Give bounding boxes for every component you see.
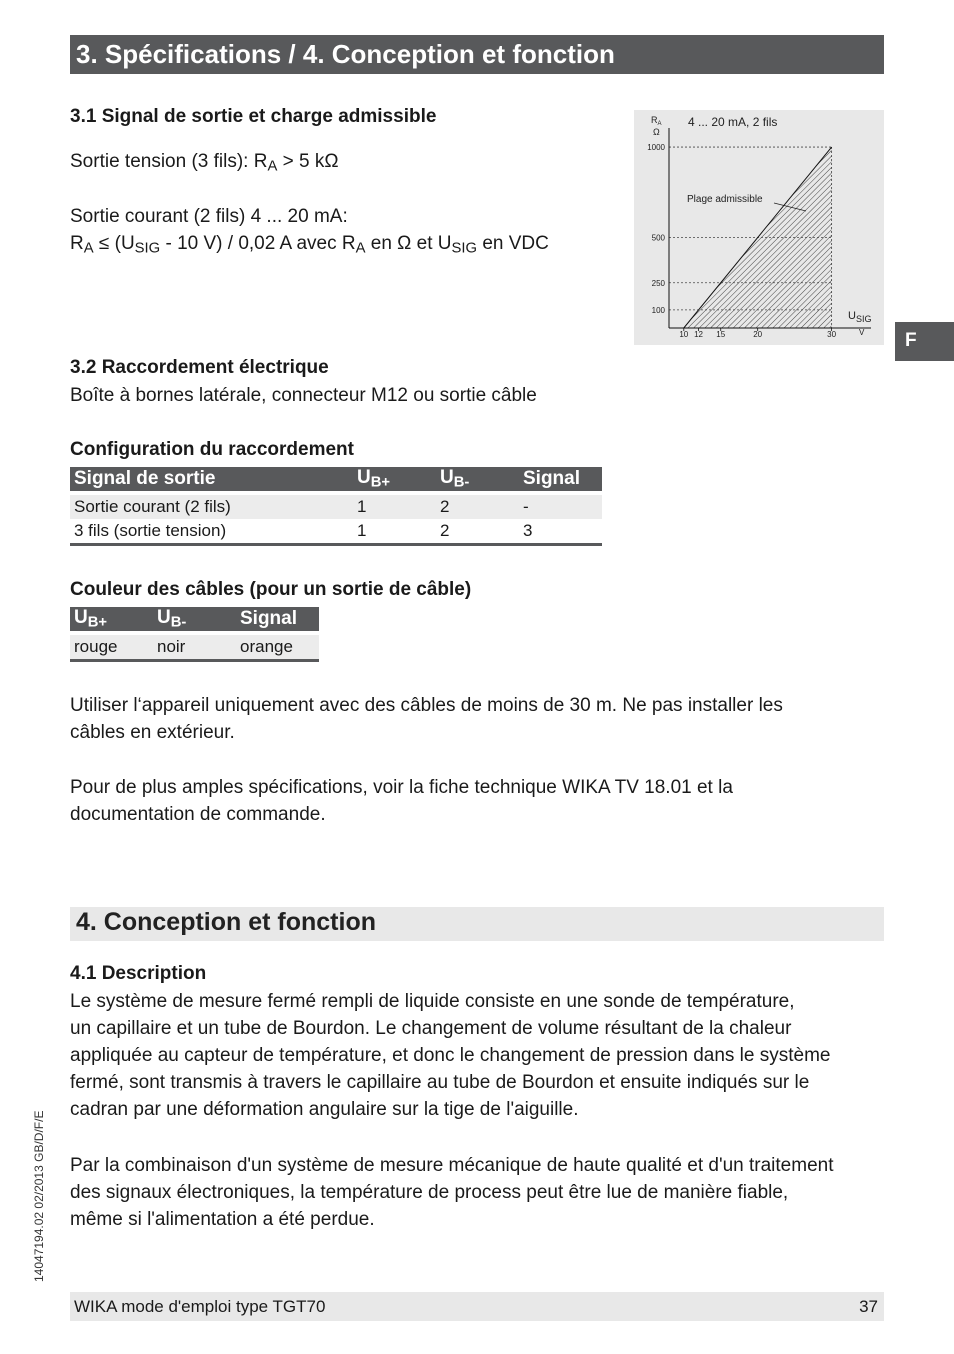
load-chart-svg — [634, 110, 884, 345]
table-header-row — [70, 467, 602, 491]
y-tick-label: 100 — [651, 305, 665, 315]
cell: orange — [236, 635, 319, 661]
table-row — [70, 495, 602, 519]
cable-length-note: Utiliser l‘appareil uniquement avec des câbles de moins de 30 m. Ne pas installer les câbles en extérieur. — [70, 695, 783, 743]
section-header-bar — [70, 35, 884, 74]
heading-3-2: 3.2 Raccordement électrique — [70, 357, 329, 378]
footer-bar — [70, 1292, 884, 1321]
heading-config: Configuration du raccordement — [70, 439, 354, 460]
description-paragraph-1: Le système de mesure fermé rempli de liquide consiste en une sonde de température, un capillaire et un tube de Bourdon. Le changement de volume résultant de la chaleur appliquée au capteur de température, et donc le changement de pression dans le système fermé, sont transmis à travers le capillaire au tube de Bourdon et ensuite indiqués sur le cadran par une déformation angulaire sur la tige de l'aiguille. — [70, 991, 831, 1120]
heading-3-1: 3.1 Signal de sortie et charge admissible — [70, 106, 437, 127]
datasheet-note: Pour de plus amples spécifications, voir la fiche technique WIKA TV 18.01 et la documentation de commande. — [70, 777, 733, 825]
y-axis-unit: Ω — [653, 127, 660, 137]
language-tab[interactable] — [895, 322, 954, 361]
cell: Sortie courant (2 fils) — [70, 495, 353, 519]
cell: 1 — [357, 521, 367, 540]
x-axis-unit: V — [859, 328, 865, 337]
col-header-ub-plus: $U_{B+}$ — [353, 467, 436, 491]
section-4-title: 4. Conception et fonction — [76, 908, 376, 936]
connection-config-table — [70, 467, 602, 546]
table-row — [70, 635, 319, 661]
load-formula-line: $R_A \le (U_{SIG} - 10$ V) / 0,02 A avec $R_A$ en Ω et $U_{SIG}$ en VDC — [70, 233, 549, 257]
x-tick-label: 15 — [716, 330, 726, 339]
cell: 3 — [523, 521, 533, 540]
chart-annotation: Plage admissible — [687, 194, 763, 205]
cell: 2 — [440, 521, 450, 540]
description-paragraph-2: Par la combinaison d'un système de mesure mécanique de haute qualité et d'un traitement des signaux électroniques, la température de process peut être lue de manière fiable, même si l'alimentation a été perdue. — [70, 1155, 834, 1230]
heading-4-1: 4.1 Description — [70, 963, 207, 984]
col-header-ub-minus: $U_{B-}$ — [436, 467, 519, 491]
language-tab-label: F — [905, 330, 917, 351]
col-header-signal: Signal — [519, 467, 602, 491]
heading-cable-colours: Couleur des câbles (pour un sortie de câble) — [70, 579, 472, 600]
x-axis-label: $U_{SIG}$ — [848, 310, 872, 324]
cell: 3 fils (sortie tension) — [74, 521, 227, 540]
x-tick-label: 30 — [827, 330, 837, 339]
connection-text: Boîte à bornes latérale, connecteur M12 ou sortie câble — [70, 385, 537, 406]
chart-title: 4 ... 20 mA, 2 fils — [688, 115, 778, 129]
cell: rouge — [70, 635, 153, 661]
table-row — [70, 519, 602, 545]
page-title: 3. Spécifications / 4. Conception et fonction — [76, 39, 615, 69]
current-output-line: Sortie courant (2 fils) 4 ... 20 mA: — [70, 206, 348, 227]
page-number: 37 — [859, 1297, 878, 1316]
table-header-row — [70, 607, 319, 631]
x-tick-label: 10 — [679, 330, 689, 339]
y-tick-label: 250 — [651, 278, 665, 288]
col-header-signal-out: Signal de sortie — [70, 467, 353, 491]
section-4-bar — [70, 907, 884, 941]
document-code: 14047194.02 02/2013 GB/D/F/E — [32, 1110, 46, 1282]
x-tick-label: 20 — [753, 330, 763, 339]
x-tick-label: 12 — [694, 330, 704, 339]
footer-text: WIKA mode d'emploi type TGT70 — [74, 1297, 326, 1316]
col-header-signal: Signal — [236, 607, 319, 631]
col-header-ub-plus: $U_{B+}$ — [70, 607, 153, 631]
cell: - — [519, 495, 602, 519]
y-axis-label: $R_A$ — [651, 115, 662, 127]
cell: 2 — [436, 495, 519, 519]
voltage-output-line: Sortie tension (3 fils): $R_A > 5$ kΩ — [70, 151, 339, 175]
load-chart — [634, 110, 884, 345]
y-tick-label: 1000 — [647, 143, 665, 153]
cell: 1 — [353, 495, 436, 519]
cable-colour-table — [70, 607, 319, 662]
y-tick-label: 500 — [651, 233, 665, 243]
col-header-ub-minus: $U_{B-}$ — [153, 607, 236, 631]
cell: noir — [153, 635, 236, 661]
